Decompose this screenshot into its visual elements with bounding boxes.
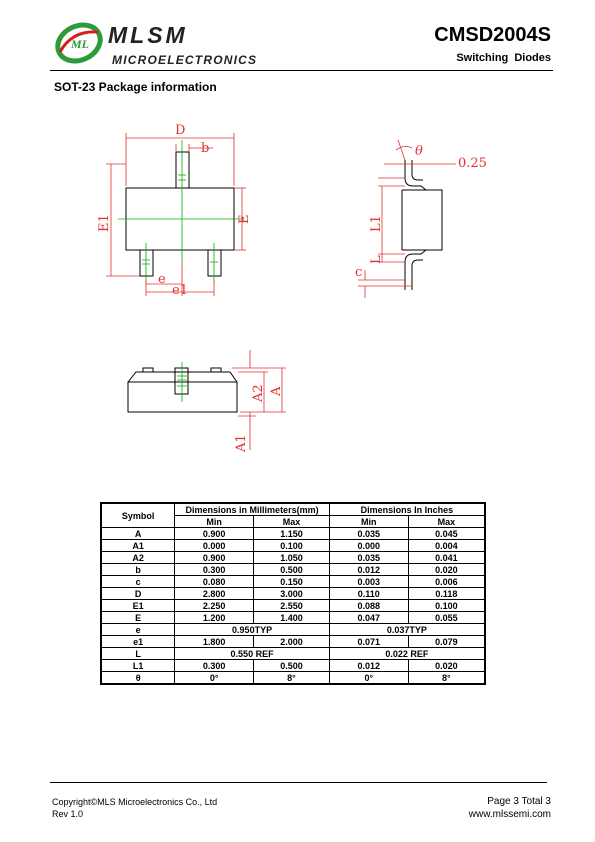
mm-min-cell: 0.900 [175, 528, 254, 540]
copyright-text: Copyright©MLS Microelectronics Co., Ltd [52, 797, 218, 807]
in-span-cell: 0.022 REF [329, 648, 485, 660]
in-min-cell: 0.012 [329, 564, 408, 576]
in-min-cell: 0.003 [329, 576, 408, 588]
table-row [101, 624, 485, 636]
mm-max-cell: 1.050 [254, 552, 330, 564]
subheader-mm-min: Min [175, 516, 254, 528]
table-row [101, 672, 485, 685]
mm-max-cell: 2.550 [254, 600, 330, 612]
symbol-cell: e1 [101, 636, 175, 648]
header-millimeters: Dimensions in Millimeters(mm) [175, 503, 330, 516]
mm-min-cell: 0.000 [175, 540, 254, 552]
revision-text: Rev 1.0 [52, 809, 84, 819]
mm-max-cell: 0.150 [254, 576, 330, 588]
table-header-row [101, 503, 485, 516]
symbol-cell: c [101, 576, 175, 588]
top-view-centerlines [118, 140, 244, 282]
table-row [101, 660, 485, 672]
table-row [101, 612, 485, 624]
logo-subtitle: MICROELECTRONICS [112, 53, 258, 67]
label-L: L [369, 255, 384, 264]
table-row [101, 636, 485, 648]
symbol-cell: E [101, 612, 175, 624]
mm-min-cell: 2.250 [175, 600, 254, 612]
mm-min-cell: 0.080 [175, 576, 254, 588]
in-min-cell: 0.110 [329, 588, 408, 600]
part-number: CMSD2004S [434, 24, 551, 46]
subheader-in-max: Max [408, 516, 485, 528]
label-b: b [201, 141, 210, 156]
side-view-drawing [402, 160, 442, 290]
logo-text: MLSM [108, 22, 188, 48]
symbol-cell: L [101, 648, 175, 660]
in-min-cell: 0.012 [329, 660, 408, 672]
table-row [101, 552, 485, 564]
mm-min-cell: 0.300 [175, 660, 254, 672]
mm-span-cell: 0.950TYP [175, 624, 330, 636]
mm-min-cell: 1.200 [175, 612, 254, 624]
mm-min-cell: 0.300 [175, 564, 254, 576]
in-max-cell: 0.020 [408, 660, 485, 672]
in-max-cell: 0.020 [408, 564, 485, 576]
in-max-cell: 8° [408, 672, 485, 685]
mm-min-cell: 1.800 [175, 636, 254, 648]
label-A: A [269, 386, 284, 396]
in-span-cell: 0.037TYP [329, 624, 485, 636]
label-e1: e1 [172, 283, 188, 298]
symbol-cell: A1 [101, 540, 175, 552]
logo-badge-text: ML [71, 37, 89, 51]
symbol-cell: e [101, 624, 175, 636]
label-E: E [237, 214, 252, 224]
label-A1: A1 [234, 434, 249, 452]
in-min-cell: 0.000 [329, 540, 408, 552]
label-L1: L1 [369, 215, 384, 232]
mm-max-cell: 0.500 [254, 660, 330, 672]
in-max-cell: 0.004 [408, 540, 485, 552]
header-symbol: Symbol [101, 503, 175, 528]
mm-span-cell: 0.550 REF [175, 648, 330, 660]
symbol-cell: D [101, 588, 175, 600]
mm-max-cell: 0.100 [254, 540, 330, 552]
section-title: SOT-23 Package information [54, 80, 217, 94]
mm-max-cell: 1.150 [254, 528, 330, 540]
header-inches: Dimensions In Inches [329, 503, 485, 516]
subheader-mm-max: Max [254, 516, 330, 528]
table-row [101, 600, 485, 612]
in-max-cell: 0.055 [408, 612, 485, 624]
label-theta: θ [415, 144, 423, 159]
footer-divider [50, 782, 547, 783]
symbol-cell: A [101, 528, 175, 540]
mm-max-cell: 2.000 [254, 636, 330, 648]
table-row [101, 648, 485, 660]
label-E1: E1 [97, 214, 112, 232]
website-link[interactable]: www.mlssemi.com [468, 809, 551, 820]
label-D: D [175, 123, 186, 138]
dimensions-table [100, 502, 486, 685]
mm-min-cell: 2.800 [175, 588, 254, 600]
in-max-cell: 0.006 [408, 576, 485, 588]
in-max-cell: 0.100 [408, 600, 485, 612]
mm-max-cell: 1.400 [254, 612, 330, 624]
in-min-cell: 0.035 [329, 528, 408, 540]
in-min-cell: 0.071 [329, 636, 408, 648]
symbol-cell: L1 [101, 660, 175, 672]
in-min-cell: 0.047 [329, 612, 408, 624]
mm-max-cell: 3.000 [254, 588, 330, 600]
part-type: Switching Diodes [456, 52, 551, 64]
front-view-drawing [128, 368, 237, 412]
in-max-cell: 0.118 [408, 588, 485, 600]
table-row [101, 540, 485, 552]
page-number: Page 3 Total 3 [487, 796, 551, 807]
top-view-drawing [126, 152, 234, 276]
mm-min-cell: 0.900 [175, 552, 254, 564]
label-lead-gauge: 0.25 [458, 156, 487, 171]
label-A2: A2 [251, 384, 266, 402]
label-c: c [355, 265, 363, 280]
mm-max-cell: 8° [254, 672, 330, 685]
table-row [101, 588, 485, 600]
symbol-cell: A2 [101, 552, 175, 564]
in-min-cell: 0.035 [329, 552, 408, 564]
table-row [101, 564, 485, 576]
in-max-cell: 0.079 [408, 636, 485, 648]
symbol-cell: θ [101, 672, 175, 685]
symbol-cell: E1 [101, 600, 175, 612]
in-max-cell: 0.045 [408, 528, 485, 540]
symbol-cell: b [101, 564, 175, 576]
label-e: e [158, 272, 166, 287]
in-max-cell: 0.041 [408, 552, 485, 564]
table-row [101, 576, 485, 588]
in-min-cell: 0° [329, 672, 408, 685]
mm-min-cell: 0° [175, 672, 254, 685]
mm-max-cell: 0.500 [254, 564, 330, 576]
table-row [101, 528, 485, 540]
subheader-in-min: Min [329, 516, 408, 528]
in-min-cell: 0.088 [329, 600, 408, 612]
